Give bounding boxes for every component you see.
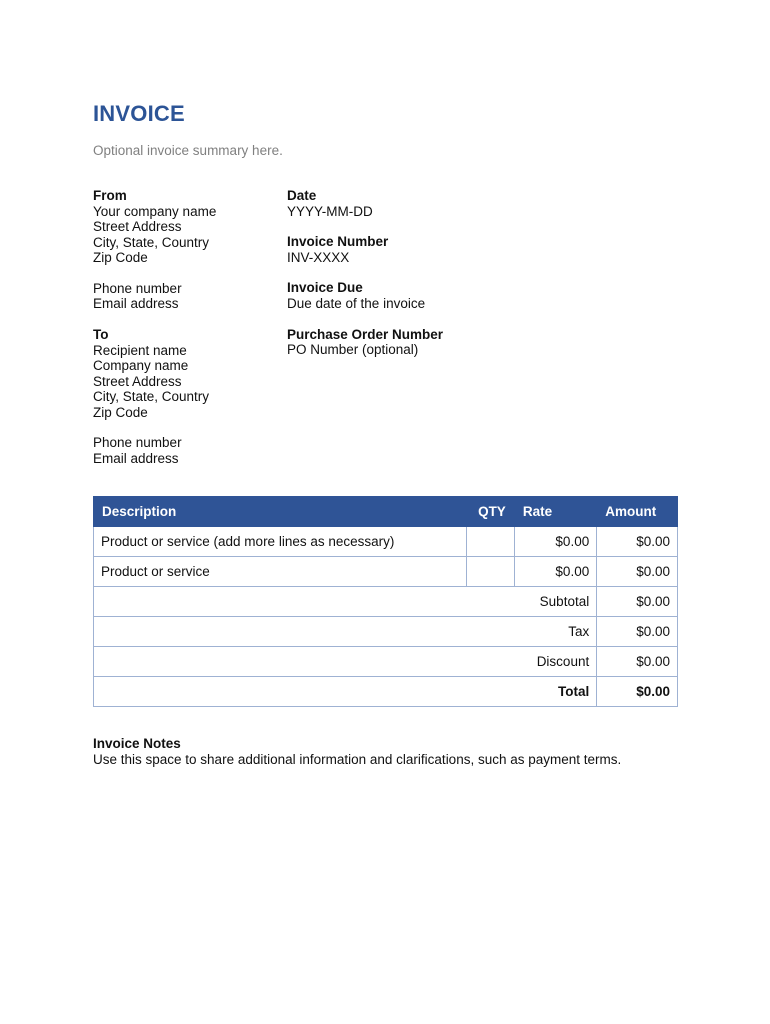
- po-number-label: Purchase Order Number: [287, 326, 444, 342]
- table-row: [94, 557, 678, 587]
- header-description: Description: [94, 497, 467, 527]
- notes-text: Use this space to share additional information and clarifications, such as payment terms.: [93, 752, 622, 767]
- row-rate: $0.00: [514, 557, 596, 587]
- header-amount: Amount: [597, 497, 678, 527]
- discount-value: $0.00: [597, 647, 678, 677]
- invoice-summary: Optional invoice summary here.: [93, 143, 283, 158]
- line-items-table: [93, 496, 678, 707]
- date-value: YYYY-MM-DD: [287, 203, 373, 219]
- invoice-title: INVOICE: [93, 101, 185, 126]
- row-amount: $0.00: [597, 557, 678, 587]
- to-phone: Phone number: [93, 435, 182, 450]
- subtotal-value: $0.00: [597, 587, 678, 617]
- row-description: Product or service: [94, 557, 467, 587]
- from-phone: Phone number: [93, 280, 182, 296]
- total-label: Total: [94, 677, 597, 707]
- discount-label: Discount: [94, 647, 597, 677]
- tax-value: $0.00: [597, 617, 678, 647]
- from-label: From: [93, 188, 127, 203]
- row-qty: [466, 527, 514, 557]
- to-recipient: Recipient name: [93, 342, 187, 358]
- from-email: Email address: [93, 296, 179, 311]
- from-street: Street Address: [93, 219, 182, 234]
- to-zip: Zip Code: [93, 404, 148, 420]
- subtotal-label: Subtotal: [94, 587, 597, 617]
- discount-row: [94, 647, 678, 677]
- po-number-value: PO Number (optional): [287, 342, 419, 357]
- row-amount: $0.00: [597, 527, 678, 557]
- tax-label: Tax: [94, 617, 597, 647]
- date-label: Date: [287, 188, 317, 203]
- total-value: $0.00: [597, 677, 678, 707]
- subtotal-row: [94, 587, 678, 617]
- row-rate: $0.00: [514, 527, 596, 557]
- to-company: Company name: [93, 358, 189, 373]
- table-header-row: [94, 497, 678, 527]
- invoice-notes: [93, 736, 693, 768]
- invoice-number-label: Invoice Number: [287, 234, 389, 249]
- tax-row: [94, 617, 678, 647]
- to-city: City, State, Country: [93, 389, 210, 404]
- from-zip: Zip Code: [93, 250, 148, 265]
- notes-label: Invoice Notes: [93, 736, 181, 751]
- parties-column: [93, 188, 283, 466]
- to-email: Email address: [93, 450, 179, 466]
- header-qty: QTY: [466, 497, 514, 527]
- row-description: Product or service (add more lines as necessary): [94, 527, 467, 557]
- meta-column: [287, 188, 587, 358]
- to-label: To: [93, 327, 109, 342]
- invoice-number-value: INV-XXXX: [287, 249, 350, 265]
- table-row: [94, 527, 678, 557]
- from-city: City, State, Country: [93, 234, 210, 250]
- invoice-due-value: Due date of the invoice: [287, 295, 426, 311]
- from-company: Your company name: [93, 203, 217, 219]
- header-rate: Rate: [514, 497, 596, 527]
- total-row: [94, 677, 678, 707]
- invoice-due-label: Invoice Due: [287, 280, 363, 295]
- row-qty: [466, 557, 514, 587]
- to-street: Street Address: [93, 373, 182, 389]
